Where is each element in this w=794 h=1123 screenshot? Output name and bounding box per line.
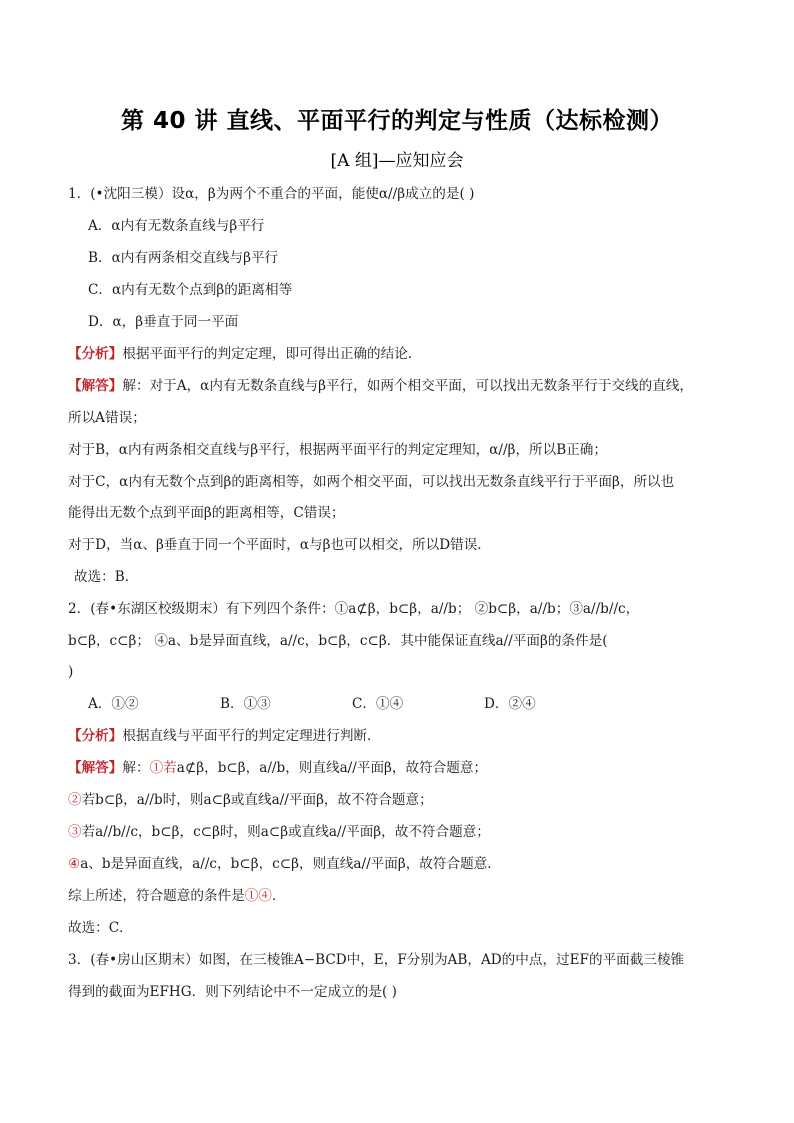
q1-option-d: D．α，β垂直于同一平面 (88, 314, 239, 330)
q2-analysis-text: 根据直线与平面平行的判定定理进行判断． (122, 728, 381, 744)
q2-summary (68, 886, 734, 906)
q3-stem-line-1: 3．(春•房山区期末）如图，在三棱锥A−BCD中，E，F分别为AB，AD的中点，过EF的平面截三棱锥 (68, 952, 685, 968)
q1-option-a: A．α内有无数条直线与β平行 (88, 218, 265, 234)
q2-summary-answer: ①④ (244, 888, 272, 904)
q1-choice: 故选：B． (74, 569, 139, 585)
q1-stem: 1．(•沈阳三模）设α，β为两个不重合的平面，能使α//β成立的是( ) (68, 186, 475, 202)
q1-answer-line-5: 能得出无数个点到平面β的距离相等，C错误； (68, 505, 345, 521)
q2-analysis (68, 726, 734, 746)
q2-answer-text-2: 若b⊂β，a//b时，则a⊂β或直线a//平面β，故不符合题意； (81, 792, 433, 808)
answer-tag: 【解答】 (68, 760, 123, 776)
q1-analysis (68, 344, 734, 364)
q1-answer-line-3: 对于B，α内有两条相交直线与β平行，根据两平面平行的判定定理知，α//β，所以B正确； (68, 442, 607, 458)
q1-answer-line-4: 对于C，α内有无数个点到β的距离相等，如两个相交平面，可以找出无数条直线平行于平面β，所以也 (68, 474, 675, 490)
q2-option-d: D．②④ (484, 696, 536, 712)
q1-answer-line-2: 所以A错误； (68, 410, 146, 426)
q2-option-b: B．①③ (220, 696, 271, 712)
group-heading: [A 组]—应知应会 (330, 151, 464, 171)
q1-option-b: B．α内有两条相交直线与β平行 (88, 250, 279, 266)
answer-tag: 【解答】 (68, 378, 123, 394)
q2-summary-text: 综上所述，符合题意的条件是 (68, 888, 245, 904)
q2-stem-line-3: ) (68, 664, 74, 680)
q1-answer-line-6: 对于D，当α、β垂直于同一个平面时，α与β也可以相交，所以D错误． (68, 537, 491, 553)
q2-option-a: A．①② (88, 696, 139, 712)
q2-stem-line-1: 2．(春•东湖区校级期末）有下列四个条件：①a⊄β，b⊂β，a//b； ②b⊂β，a//b；③a//b//c， (68, 601, 640, 617)
q2-choice: 故选：C． (68, 920, 133, 936)
q1-answer-text-1: 解：对于A，α内有无数条直线与β平行，如两个相交平面，可以找出无数条平行于交线的直线， (122, 378, 693, 394)
q2-answer-line-3 (68, 822, 734, 842)
q2-option-c: C．①④ (352, 696, 404, 712)
q1-option-c: C．α内有无数个点到β的距离相等 (88, 282, 293, 298)
q2-answer-line-1 (68, 758, 734, 778)
q1-answer-line-1 (68, 376, 734, 396)
q2-answer-text-1: a⊄β，b⊂β，a//b，则直线a//平面β，故符合题意； (176, 760, 488, 776)
q2-answer-line-4 (68, 854, 734, 874)
q2-options (88, 694, 754, 714)
q2-answer-prefix: 解： (122, 760, 150, 776)
q2-answer-marker-4: ④ (68, 856, 81, 872)
q2-summary-end: ． (271, 888, 286, 904)
q2-answer-line-2 (68, 790, 734, 810)
q2-answer-text-3: 若a//b//c，b⊂β，c⊂β时，则a⊂β或直线a//平面β，故不符合题意； (81, 824, 490, 840)
q3-stem-line-2: 得到的截面为EFHG．则下列结论中不一定成立的是( ) (68, 984, 397, 1000)
q2-answer-text-4: a、b是异面直线，a//c，b⊂β，c⊂β，则直线a//平面β，故符合题意． (80, 856, 501, 872)
q1-analysis-text: 根据平面平行的判定定理，即可得出正确的结论． (122, 346, 422, 362)
analysis-tag: 【分析】 (68, 346, 123, 362)
page-title: 第 40 讲 直线、平面平行的判定与性质（达标检测） (120, 108, 674, 134)
q2-answer-marker-1: ①若 (149, 760, 177, 776)
q2-answer-marker-3: ③ (68, 824, 82, 840)
analysis-tag: 【分析】 (68, 728, 123, 744)
q2-stem-line-2: b⊂β，c⊂β； ④a、b是异面直线，a//c，b⊂β，c⊂β．其中能保证直线a//平面β的条件是( (68, 633, 608, 649)
q2-answer-marker-2: ② (68, 792, 82, 808)
